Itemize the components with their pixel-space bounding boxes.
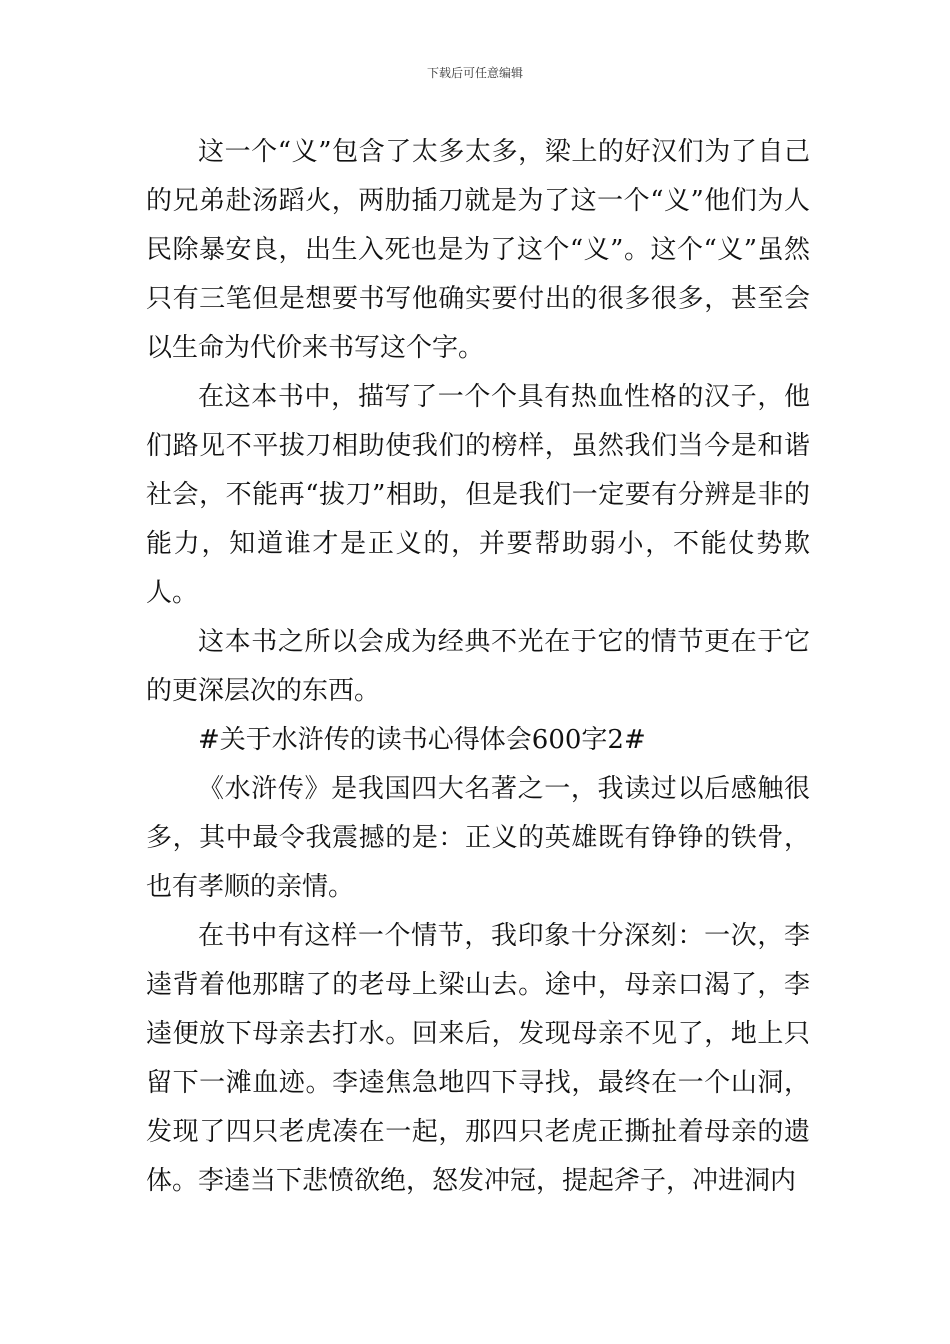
paragraph-yi: 这一个“义”包含了太多太多，梁上的好汉们为了自己的兄弟赴汤蹈火，两肋插刀就是为了这一个“义”他们为人民除暴安良，出生入死也是为了这个“义”。这个“义”虽然只有三笔但是想要书写他确实要付出的很多很多，甚至会以生命为代价来书写这个字。 bbox=[146, 137, 810, 363]
section-heading: #关于水浒传的读书心得体会600字2# bbox=[198, 725, 646, 755]
paragraph-heroes: 在这本书中，描写了一个个具有热血性格的汉子，他们路见不平拔刀相助使我们的榜样，虽然我们当今是和谐社会，不能再“拔刀”相助，但是我们一定要有分辨是非的能力，知道谁才是正义的，并要帮助弱小，不能仗势欺人。 bbox=[146, 382, 810, 608]
paragraph-classic: 这本书之所以会成为经典不光在于它的情节更在于它的更深层次的东西。 bbox=[146, 627, 810, 706]
paragraph-intro: 《水浒传》是我国四大名著之一，我读过以后感触很多，其中最令我震撼的是：正义的英雄既有铮铮的铁骨，也有孝顺的亲情。 bbox=[146, 774, 810, 902]
paragraph-likui: 在书中有这样一个情节，我印象十分深刻：一次，李逵背着他那瞎了的老母上梁山去。途中，母亲口渴了，李逵便放下母亲去打水。回来后，发现母亲不见了，地上只留下一滩血迹。李逵焦急地四下寻找，最终在一个山洞，发现了四只老虎凑在一起，那四只老虎正撕扯着母亲的遗体。李逵当下悲愤欲绝，怒发冲冠，提起斧子，冲进洞内 bbox=[146, 921, 810, 1196]
document-body bbox=[146, 128, 810, 1206]
page-header: 下载后可任意编辑 bbox=[426, 66, 523, 80]
